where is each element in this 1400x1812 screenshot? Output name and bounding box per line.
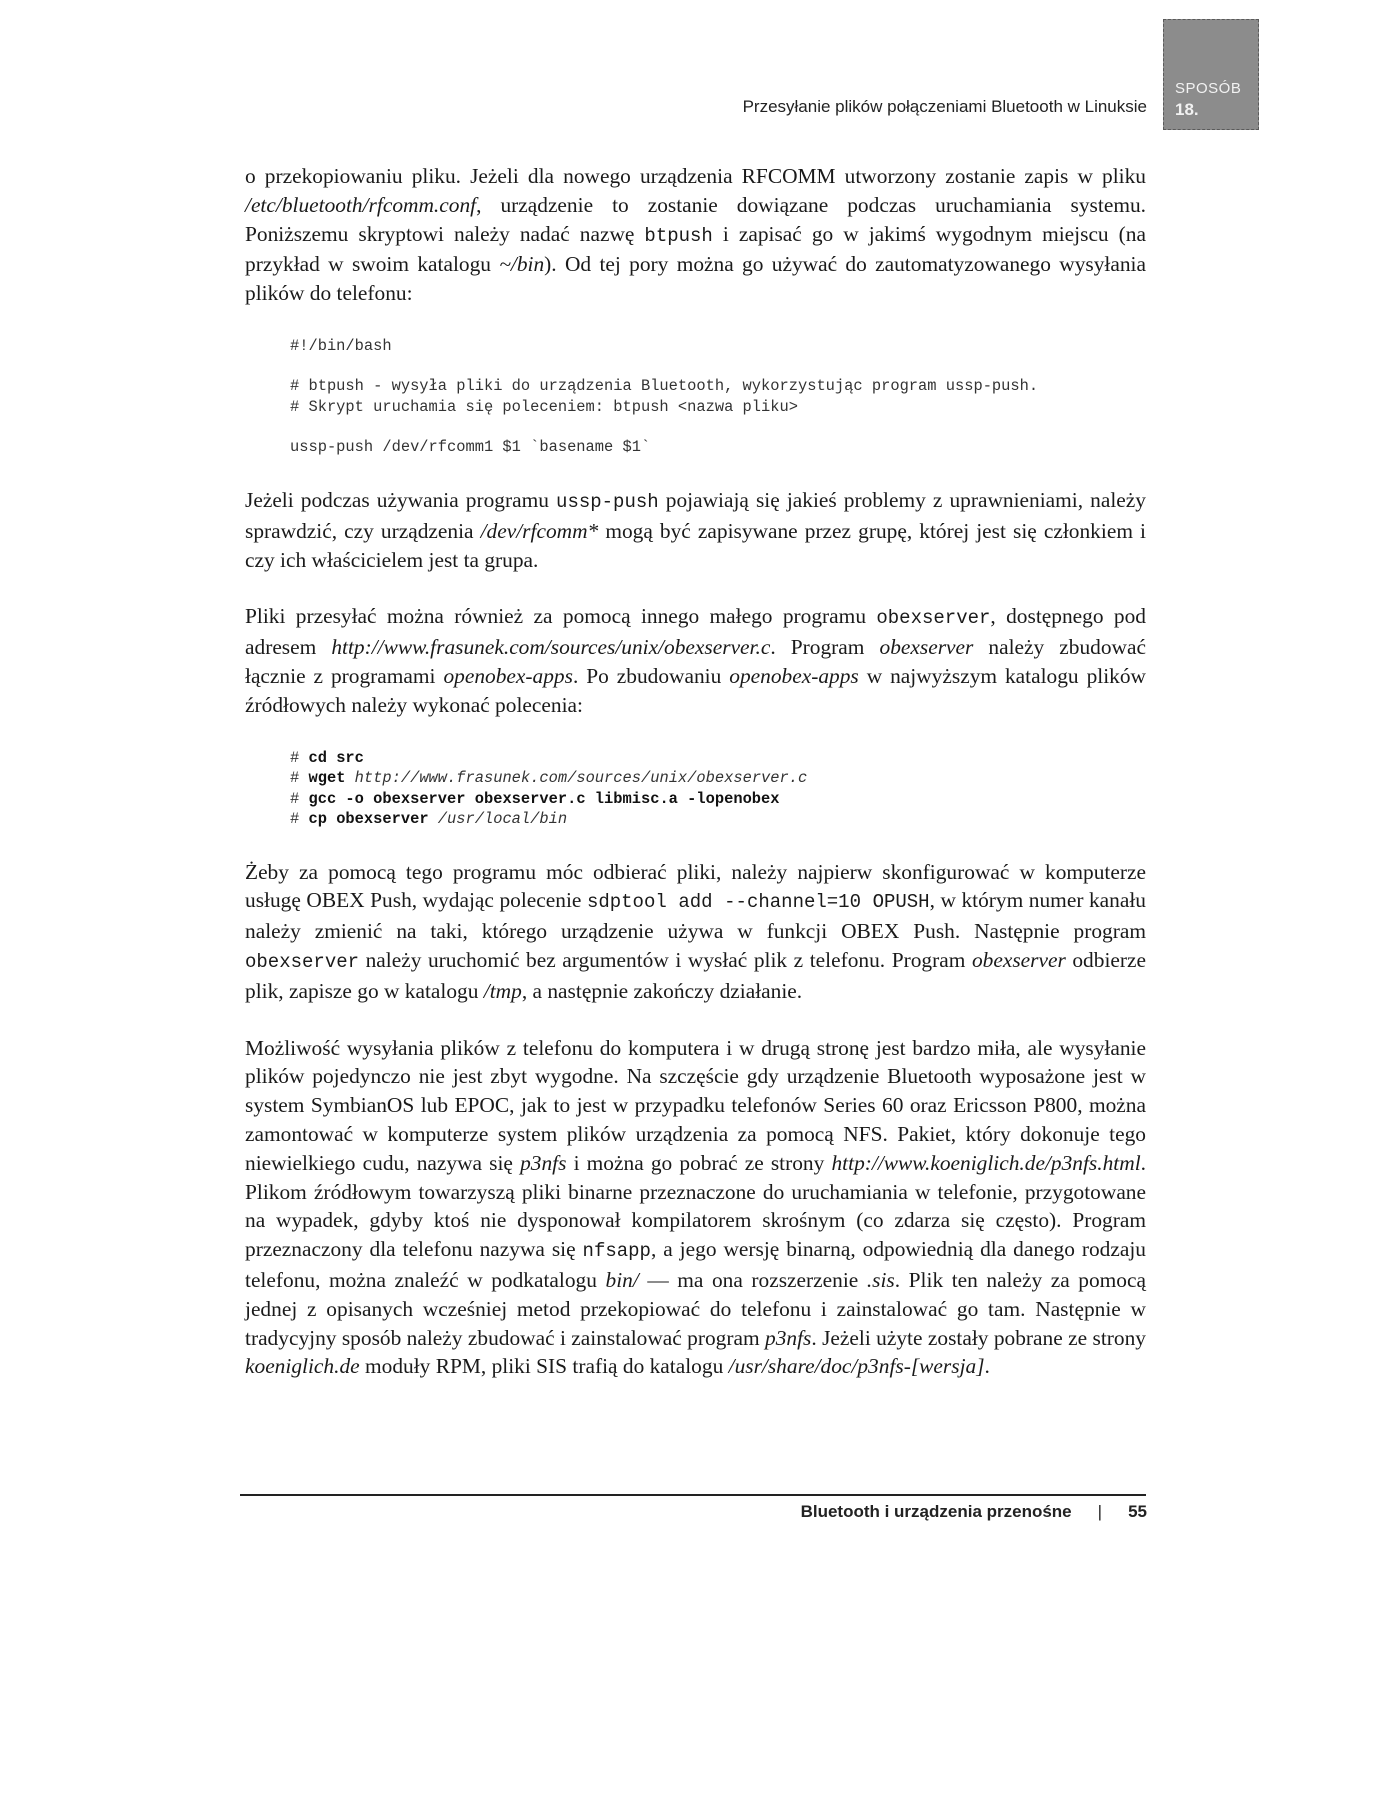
hack-badge	[1163, 19, 1259, 130]
page-number: 55	[1128, 1502, 1147, 1521]
chapter-title: Bluetooth i urządzenia przenośne	[800, 1502, 1072, 1521]
paragraph-2: Jeżeli podczas używania programu ussp-push pojawiają się jakieś problemy z uprawnieniami, należy sprawdzić, czy urządzenia /dev/rfcomm* mogą być zapisywane przez grupę, której jest się członkiem i czy ich właścicielem jest ta grupa.	[245, 487, 1146, 572]
paragraph-1: o przekopiowaniu pliku. Jeżeli dla nowego urządzenia RFCOMM utworzony zostanie zapis w pliku /etc/bluetooth/rfcomm.conf, urządzenie to zostanie dowiązane podczas uruchamiania systemu. Poniższemu skryptowi należy nadać nazwę btpush i zapisać go w jakimś wygodnym miejscu (na przykład w swoim katalogu ~/bin). Od tej pory można go używać do zautomatyzowanego wysyłania plików do telefonu:	[245, 164, 1146, 306]
code-block-build: # cd src # wget http://www.frasunek.com/sources/unix/obexserver.c # gcc -o obexserver obexserver.c libmisc.a -lopenobex # cp obexserver /usr/local/bin	[290, 748, 808, 829]
footer-rule	[240, 1494, 1146, 1496]
paragraph-3: Pliki przesyłać można również za pomocą innego małego programu obexserver, dostępnego pod adresem http://www.frasunek.com/sources/unix/obexserver.c. Program obexserver należy zbudować łącznie z programami openobex-apps. Po zbudowaniu openobex-apps w najwyższym katalogu plików źródłowych należy wykonać polecenia:	[245, 604, 1146, 717]
badge-label: SPOSÓB	[1175, 80, 1242, 97]
paragraph-4: Żeby za pomocą tego programu móc odbierać pliki, należy najpierw skonfigurować w komputerze usługę OBEX Push, wydając polecenie sdptool add --channel=10 OPUSH, w którym numer kanału należy zmienić na taki, którego urządzenie używa w funkcji OBEX Push. Następnie program obexserver należy uruchomić bez argumentów i wysłać plik z telefonu. Program obexserver odbierze plik, zapisze go w katalogu /tmp, a następnie zakończy działanie.	[245, 859, 1146, 1003]
running-header: Przesyłanie plików połączeniami Bluetooth w Linuksie	[742, 97, 1147, 116]
page-footer	[801, 1502, 1147, 1522]
footer-separator: |	[1097, 1502, 1103, 1521]
page-body	[245, 162, 1146, 1409]
badge-number: 18.	[1175, 100, 1199, 119]
code-block-btpush: #!/bin/bash # btpush - wysyła pliki do urządzenia Bluetooth, wykorzystując program ussp-push. # Skrypt uruchamia się poleceniem: btpush <nazwa pliku> ussp-push /dev/rfcomm1 $1 `basename $1`	[290, 336, 1039, 457]
paragraph-5: Możliwość wysyłania plików z telefonu do komputera i w drugą stronę jest bardzo miła, ale wysyłanie plików pojedynczo nie jest zbyt wygodne. Na szczęście gdy urządzenie Bluetooth wyposażone jest w system SymbianOS lub EPOC, jak to jest w przypadku telefonów Series 60 oraz Ericsson P800, można zamontować w komputerze system plików urządzenia za pomocą NFS. Pakiet, który dokonuje tego niewielkiego cudu, nazywa się p3nfs i można go pobrać ze strony http://www.koeniglich.de/p3nfs.html. Plikom źródłowym towarzyszą pliki binarne przeznaczone do uruchamiania w telefonie, przygotowane na wypadek, gdyby ktoś nie dysponował kompilatorem skrośnym (co zdarza się często). Program przeznaczony dla telefonu nazywa się nfsapp, a jego wersję binarną, odpowiednią dla danego rodzaju telefonu, można znaleźć w podkatalogu bin/ — ma ona rozszerzenie .sis. Plik ten należy za pomocą jednej z opisanych wcześniej metod przekopiować do telefonu i zainstalować go tam. Następnie w tradycyjny sposób należy zbudować i zainstalować program p3nfs. Jeżeli użyte zostały pobrane ze strony koeniglich.de moduły RPM, pliki SIS trafią do katalogu /usr/share/doc/p3nfs-[wersja].	[245, 1035, 1146, 1379]
